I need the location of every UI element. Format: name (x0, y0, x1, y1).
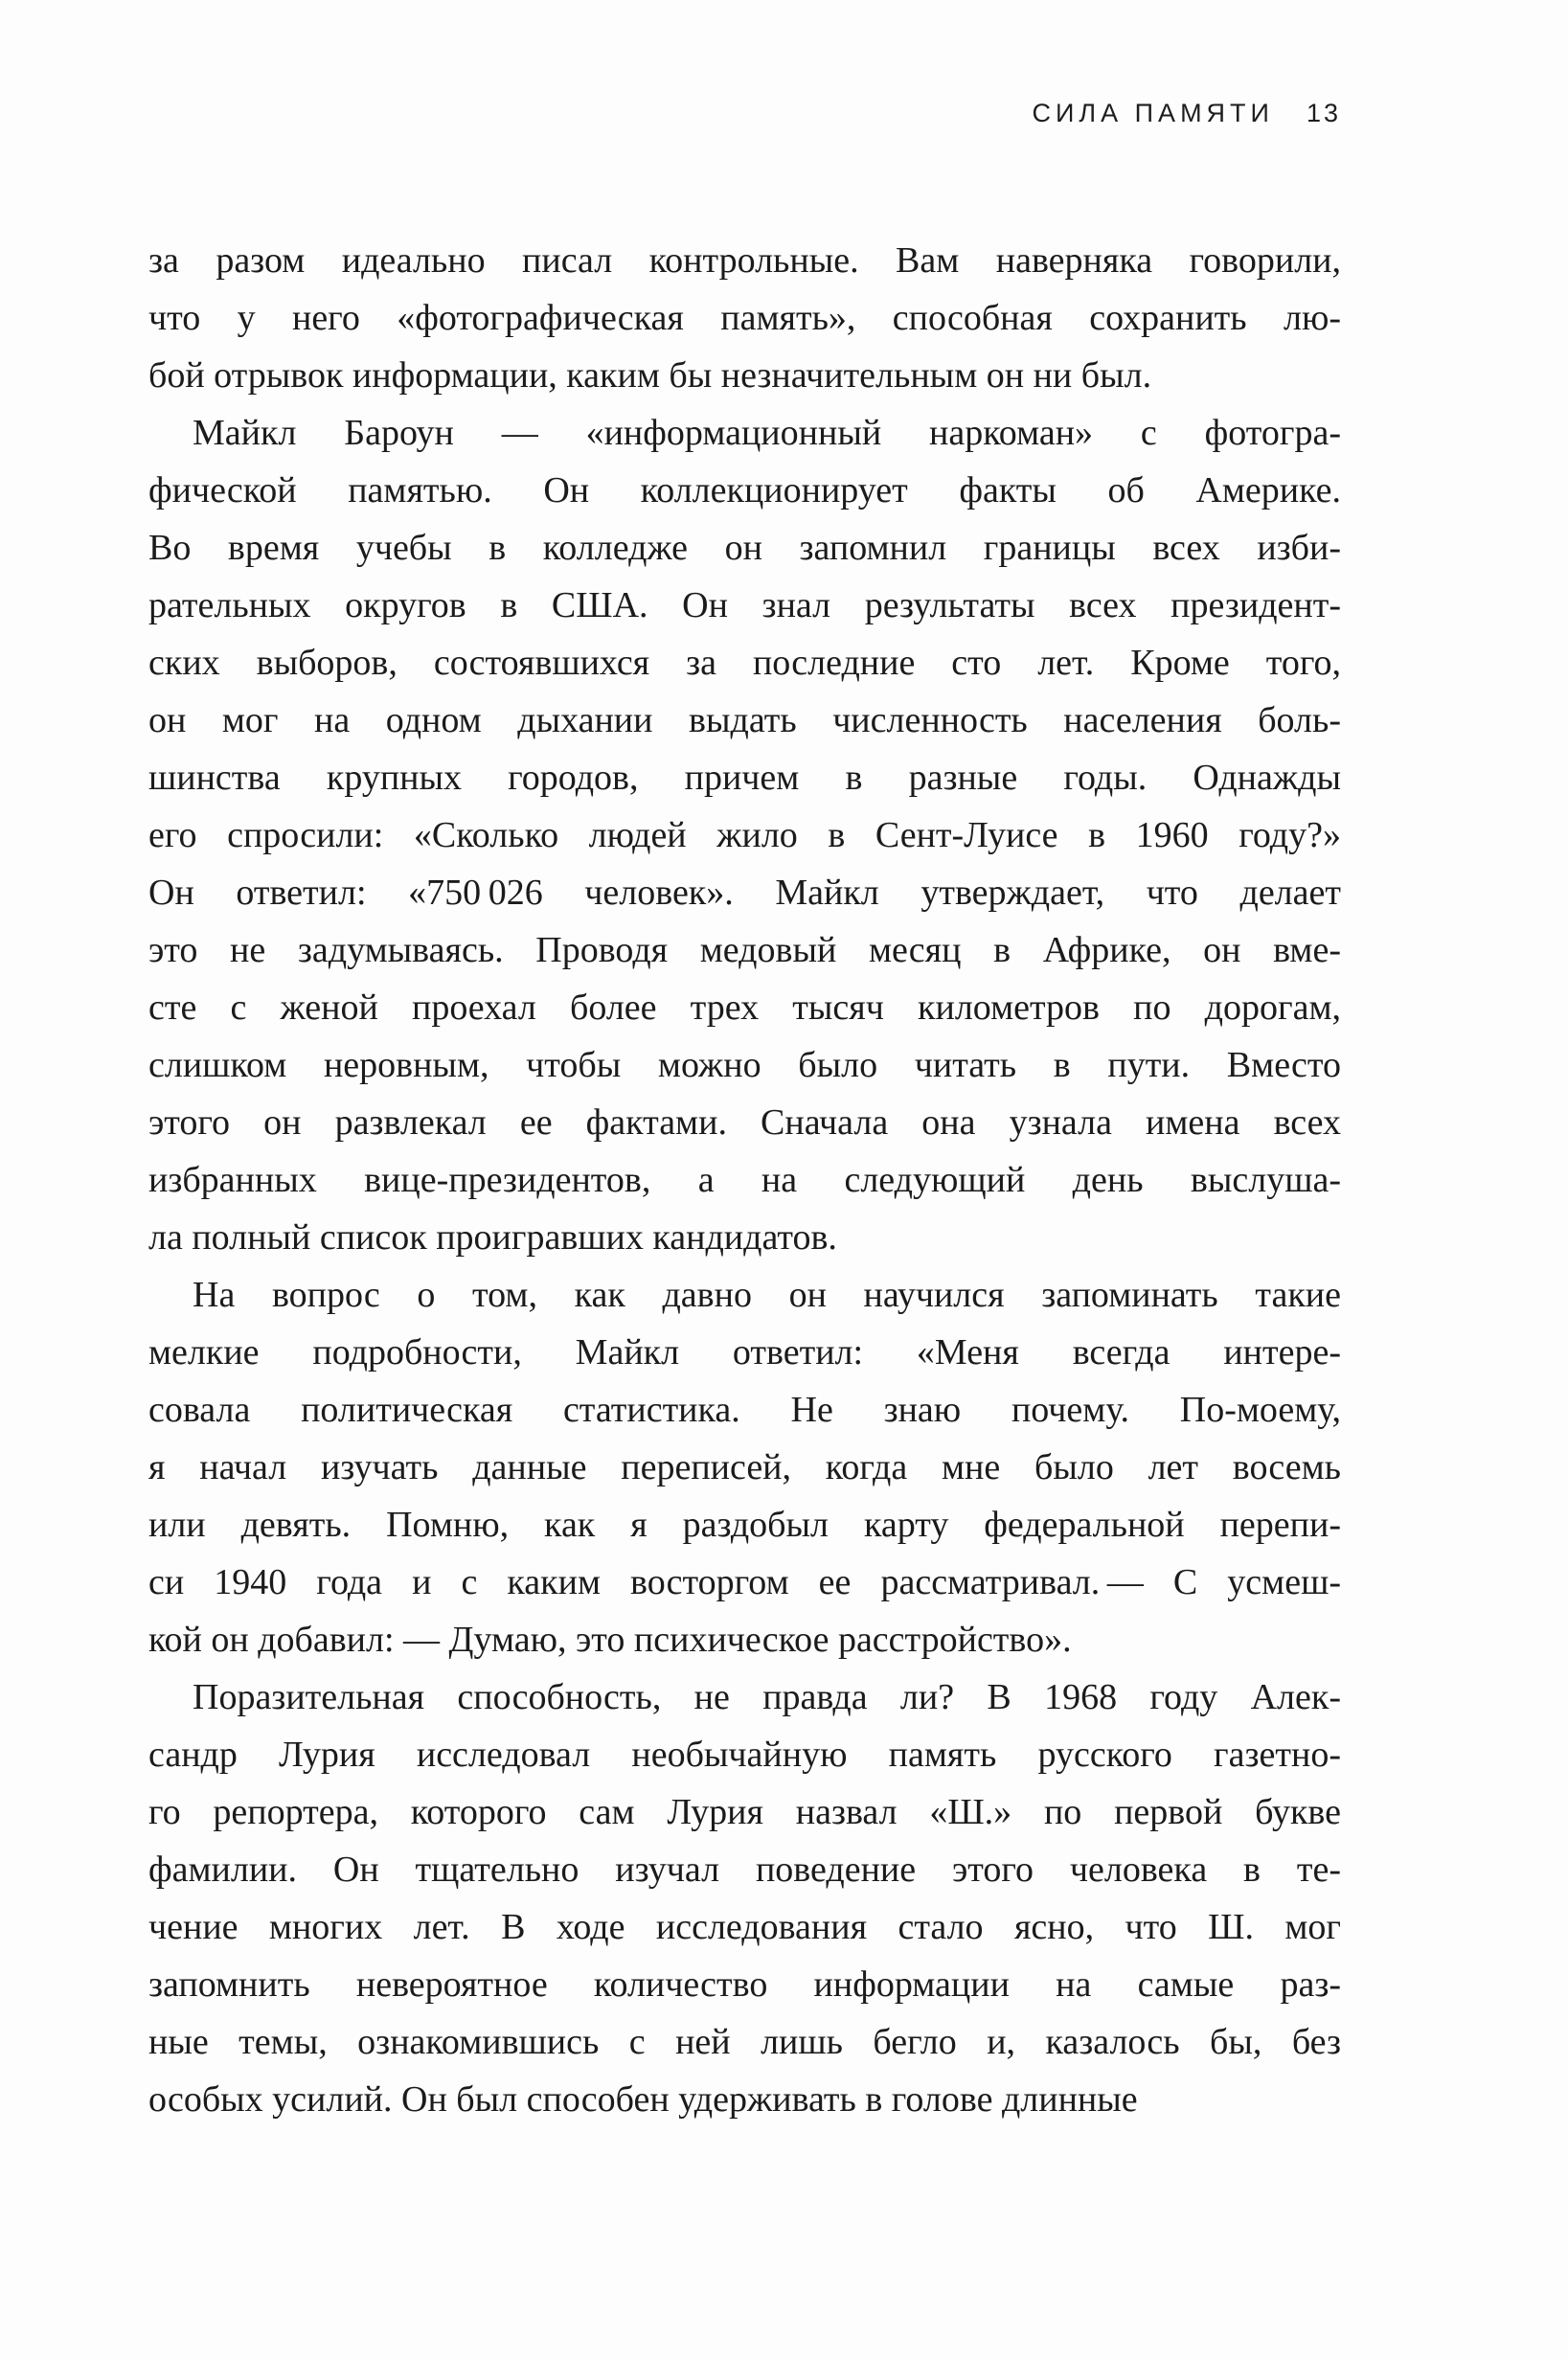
running-header (148, 99, 1341, 128)
text-body (148, 232, 1341, 2128)
text-line: запомнить невероятное количество информации на самые раз- (148, 1964, 1341, 2005)
text-line: он мог на одном дыхании выдать численность населения боль- (148, 700, 1341, 740)
paragraph (148, 1266, 1341, 1668)
text-line: ла полный список проигравших кандидатов. (148, 1217, 837, 1258)
running-header-title: СИЛА ПАМЯТИ (1032, 99, 1274, 127)
paragraph (148, 404, 1341, 1266)
text-line: ные темы, ознакомившись с ней лишь бегло и, казалось бы, без (148, 2022, 1341, 2062)
text-line: чение многих лет. В ходе исследования стало ясно, что Ш. мог (148, 1907, 1341, 1947)
text-line: си 1940 года и с каким восторгом ее рассматривал. — С усмеш- (148, 1562, 1341, 1602)
text-line: это не задумываясь. Проводя медовый месяц в Африке, он вме- (148, 930, 1341, 970)
text-line: На вопрос о том, как давно он научился запоминать такие (193, 1275, 1341, 1315)
paragraph (148, 1668, 1341, 2128)
text-line: го репортера, которого сам Лурия назвал «Ш.» по первой букве (148, 1792, 1341, 1832)
text-line: я начал изучать данные переписей, когда мне было лет восемь (148, 1447, 1341, 1487)
text-line: избранных вице-президентов, а на следующий день выслуша- (148, 1160, 1341, 1200)
text-line: шинства крупных городов, причем в разные годы. Однажды (148, 758, 1341, 798)
text-line: слишком неровным, чтобы можно было читать в пути. Вместо (148, 1045, 1341, 1085)
text-line: рательных округов в США. Он знал результаты всех президент- (148, 585, 1341, 625)
text-line: мелкие подробности, Майкл ответил: «Меня всегда интере- (148, 1332, 1341, 1373)
paragraph (148, 232, 1341, 404)
text-line: совала политическая статистика. Не знаю почему. По-моему, (148, 1390, 1341, 1430)
text-line: сте с женой проехал более трех тысяч километров по дорогам, (148, 987, 1341, 1028)
text-line: Он ответил: «750 026 человек». Майкл утверждает, что делает (148, 873, 1341, 913)
text-line: что у него «фотографическая память», способная сохранить лю- (148, 298, 1341, 338)
text-line: сандр Лурия исследовал необычайную память русского газетно- (148, 1735, 1341, 1775)
text-line: Поразительная способность, не правда ли? В 1968 году Алек- (193, 1677, 1341, 1717)
text-line: за разом идеально писал контрольные. Вам наверняка говорили, (148, 240, 1341, 281)
text-line: фамилии. Он тщательно изучал поведение этого человека в те- (148, 1849, 1341, 1890)
text-line: его спросили: «Сколько людей жило в Сент-Луисе в 1960 году?» (148, 815, 1341, 855)
text-line: этого он развлекал ее фактами. Сначала она узнала имена всех (148, 1102, 1341, 1143)
text-line: особых усилий. Он был способен удерживать в голове длинные (148, 2079, 1138, 2120)
text-line: или девять. Помню, как я раздобыл карту федеральной перепи- (148, 1505, 1341, 1545)
text-line: Во время учебы в колледже он запомнил границы всех изби- (148, 528, 1341, 568)
text-line: фической памятью. Он коллекционирует факты об Америке. (148, 470, 1341, 511)
text-line: бой отрывок информации, каким бы незначительным он ни был. (148, 355, 1152, 396)
text-line: ских выборов, состоявшихся за последние сто лет. Кроме того, (148, 643, 1341, 683)
page-number: 13 (1306, 99, 1341, 127)
text-line: Майкл Бароун — «информационный наркоман» с фотогра- (193, 413, 1341, 453)
text-line: кой он добавил: — Думаю, это психическое расстройство». (148, 1620, 1072, 1660)
